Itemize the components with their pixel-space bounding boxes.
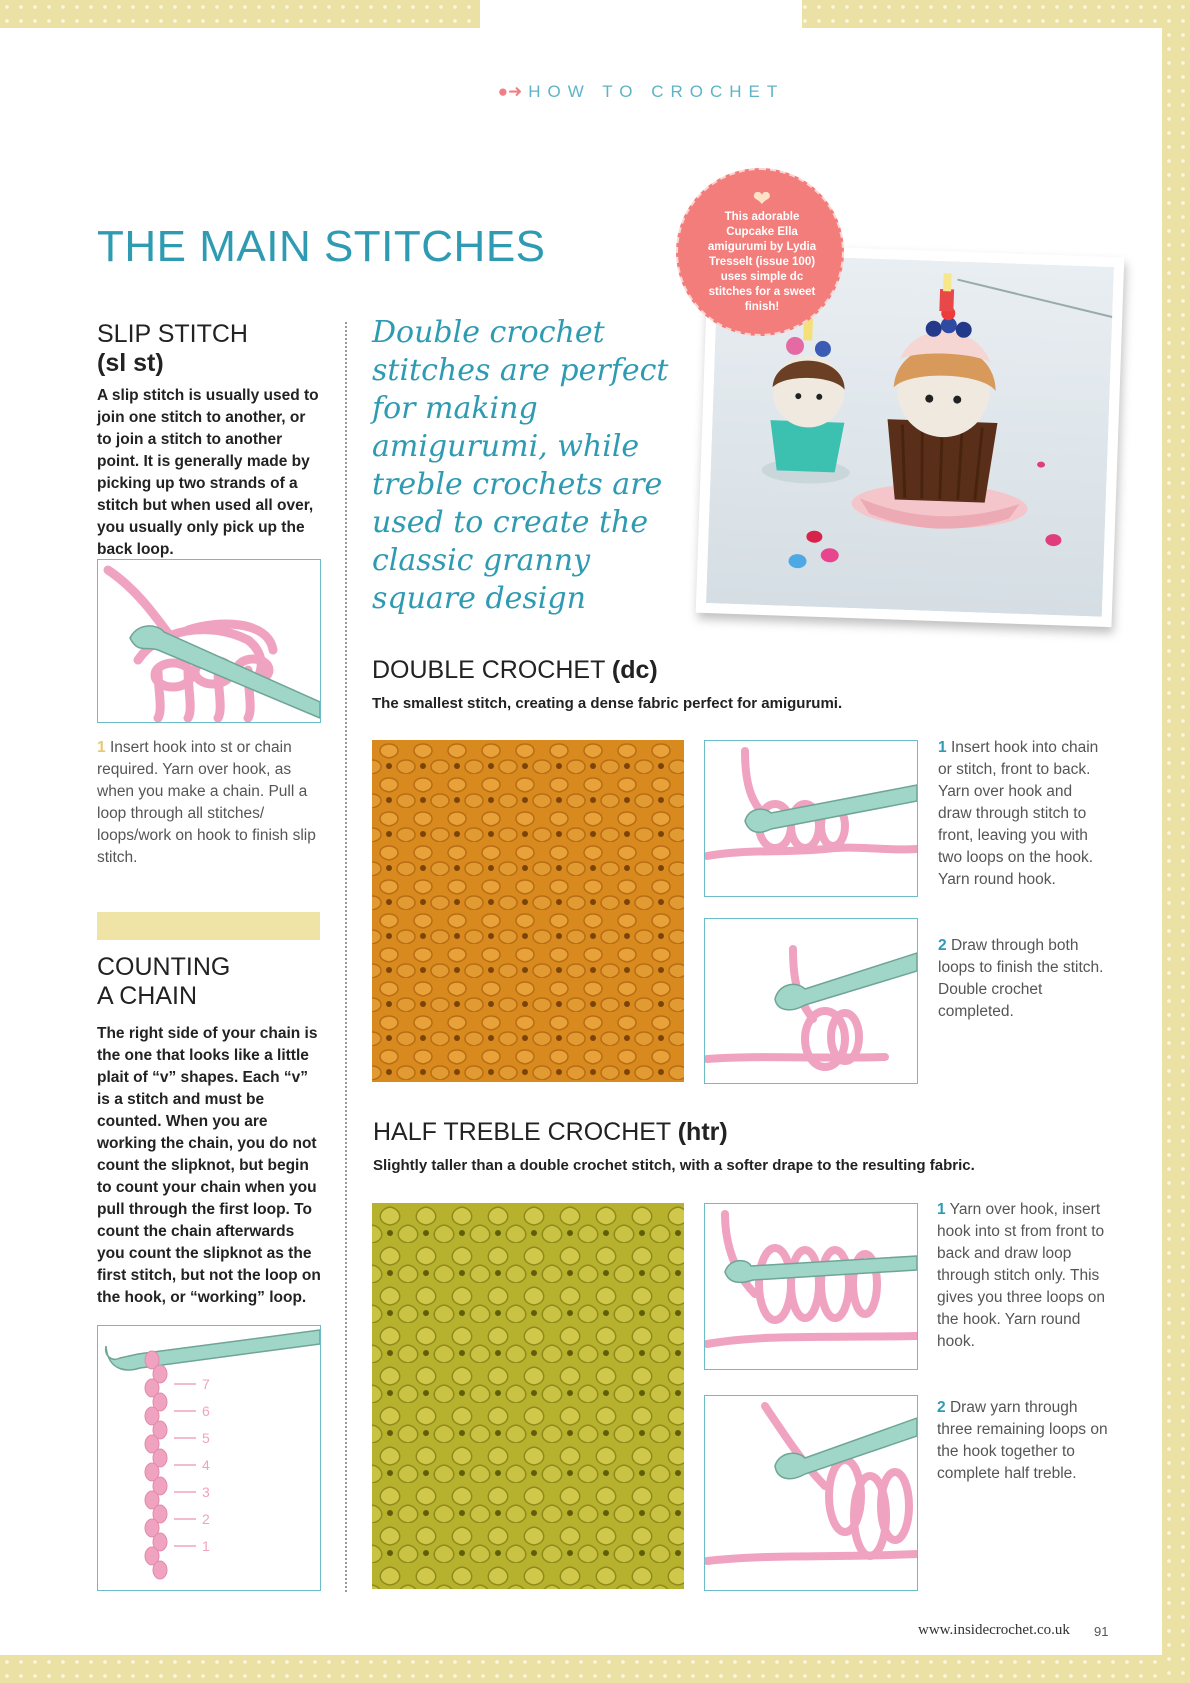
half-treble-diagram-1 [704,1203,918,1370]
step-text: Yarn over hook, insert hook into st from front to back and draw loop through stitch only. This gives you three loops on the hook. Yarn round hook. [937,1201,1106,1350]
counting-chain-body: The right side of your chain is the one that looks like a little plait of “v” shapes. Each “v” is a stitch and must be counted. When you are working the chain, you do not count the slipknot, but begin to count your chain when you pull through the first loop. To count the chain afterwards you count the slipknot as the first stitch, but not the loop on the hook, or “working” loop. [97,1025,321,1306]
step-text: Insert hook into chain or stitch, front to back. Yarn over hook and draw through stitch to front, leaving you with two loops on the hook. Yarn round hook. [938,739,1099,888]
yellow-divider-bar [97,912,320,940]
chain-count-label: 4 [202,1457,210,1473]
half-treble-diagram-2 [704,1395,918,1591]
counting-chain-title-line1: COUNTING [97,953,231,981]
wavy-edge [480,136,802,152]
step-text: Draw through both loops to finish the stitch. Double crochet completed. [938,937,1104,1020]
half-treble-title: HALF TREBLE CROCHET [373,1118,671,1146]
half-treble-step-1 [937,1199,1115,1353]
step-number: 1 [938,739,947,756]
slip-stitch-heading [97,320,248,378]
half-treble-subtitle: Slightly taller than a double crochet stitch, with a softer drape to the resulting fabric. [373,1157,975,1174]
info-badge [676,168,844,336]
half-treble-swatch [372,1203,684,1589]
half-treble-step-2 [937,1397,1115,1485]
slip-stitch-diagram [97,559,321,723]
counting-chain-heading [97,953,230,1011]
step-number: 2 [937,1399,946,1416]
section-label: ●➜ HOW TO CROCHET [497,82,785,101]
chain-count-label: 1 [202,1538,210,1554]
step-number: 1 [97,739,106,756]
double-crochet-diagram-2 [704,918,918,1084]
slip-stitch-step-1 [97,737,319,869]
double-crochet-diagram-1 [704,740,918,897]
chain-count-label: 3 [202,1484,210,1500]
chain-count-label: 7 [202,1376,210,1392]
counting-chain-title-line2: A CHAIN [97,982,198,1010]
section-tab [480,0,802,140]
half-treble-abbr: (htr) [677,1118,728,1146]
chain-count-label: 5 [202,1430,210,1446]
page-title: THE MAIN STITCHES [97,222,546,271]
chain-link [153,1561,167,1579]
bottom-border [0,1655,1190,1683]
pull-quote: Double crochet stitches are perfect for making amigurumi, while treble crochets are used to create the classic granny square design [372,315,669,616]
footer-url: www.insidecrochet.co.uk [918,1622,1070,1638]
page-number: 91 [1094,1624,1109,1639]
heart-icon: ❤ [752,186,772,211]
double-crochet-step-2 [938,935,1108,1023]
step-text: Insert hook into st or chain required. Yarn over hook, as when you make a chain. Pull a loop through all stitches/ loops/work on hook to finish slip stitch. [97,739,316,866]
slip-stitch-abbr: (sl st) [97,349,164,377]
counting-chain-diagram [97,1325,321,1591]
right-border [1162,0,1190,1683]
slip-stitch-intro: A slip stitch is usually used to join one stitch to another, or to join a stitch to another point. It is generally made by picking up two strands of a stitch but when used all over, you usually only pick up the back loop. [97,387,319,558]
chain-count-label: 6 [202,1403,210,1419]
double-crochet-title: DOUBLE CROCHET [372,656,605,684]
step-text: Draw yarn through three remaining loops on the hook together to complete half treble. [937,1399,1108,1482]
half-treble-heading [373,1118,728,1147]
badge-text: This adorable Cupcake Ella amigurumi by Lydia Tresselt (issue 100) uses simple dc stitches for a sweet finish! [707,211,817,313]
column-divider [345,322,347,1592]
arrow-icon: ●➜ [497,82,523,101]
step-number: 1 [937,1201,946,1218]
double-crochet-swatch [372,740,684,1082]
double-crochet-step-1 [938,737,1108,891]
step-number: 2 [938,937,947,954]
slip-stitch-title: SLIP STITCH [97,320,248,348]
double-crochet-subtitle: The smallest stitch, creating a dense fabric perfect for amigurumi. [372,695,843,712]
double-crochet-abbr: (dc) [611,656,658,684]
double-crochet-heading [372,656,658,685]
chain-count-label: 2 [202,1511,210,1527]
